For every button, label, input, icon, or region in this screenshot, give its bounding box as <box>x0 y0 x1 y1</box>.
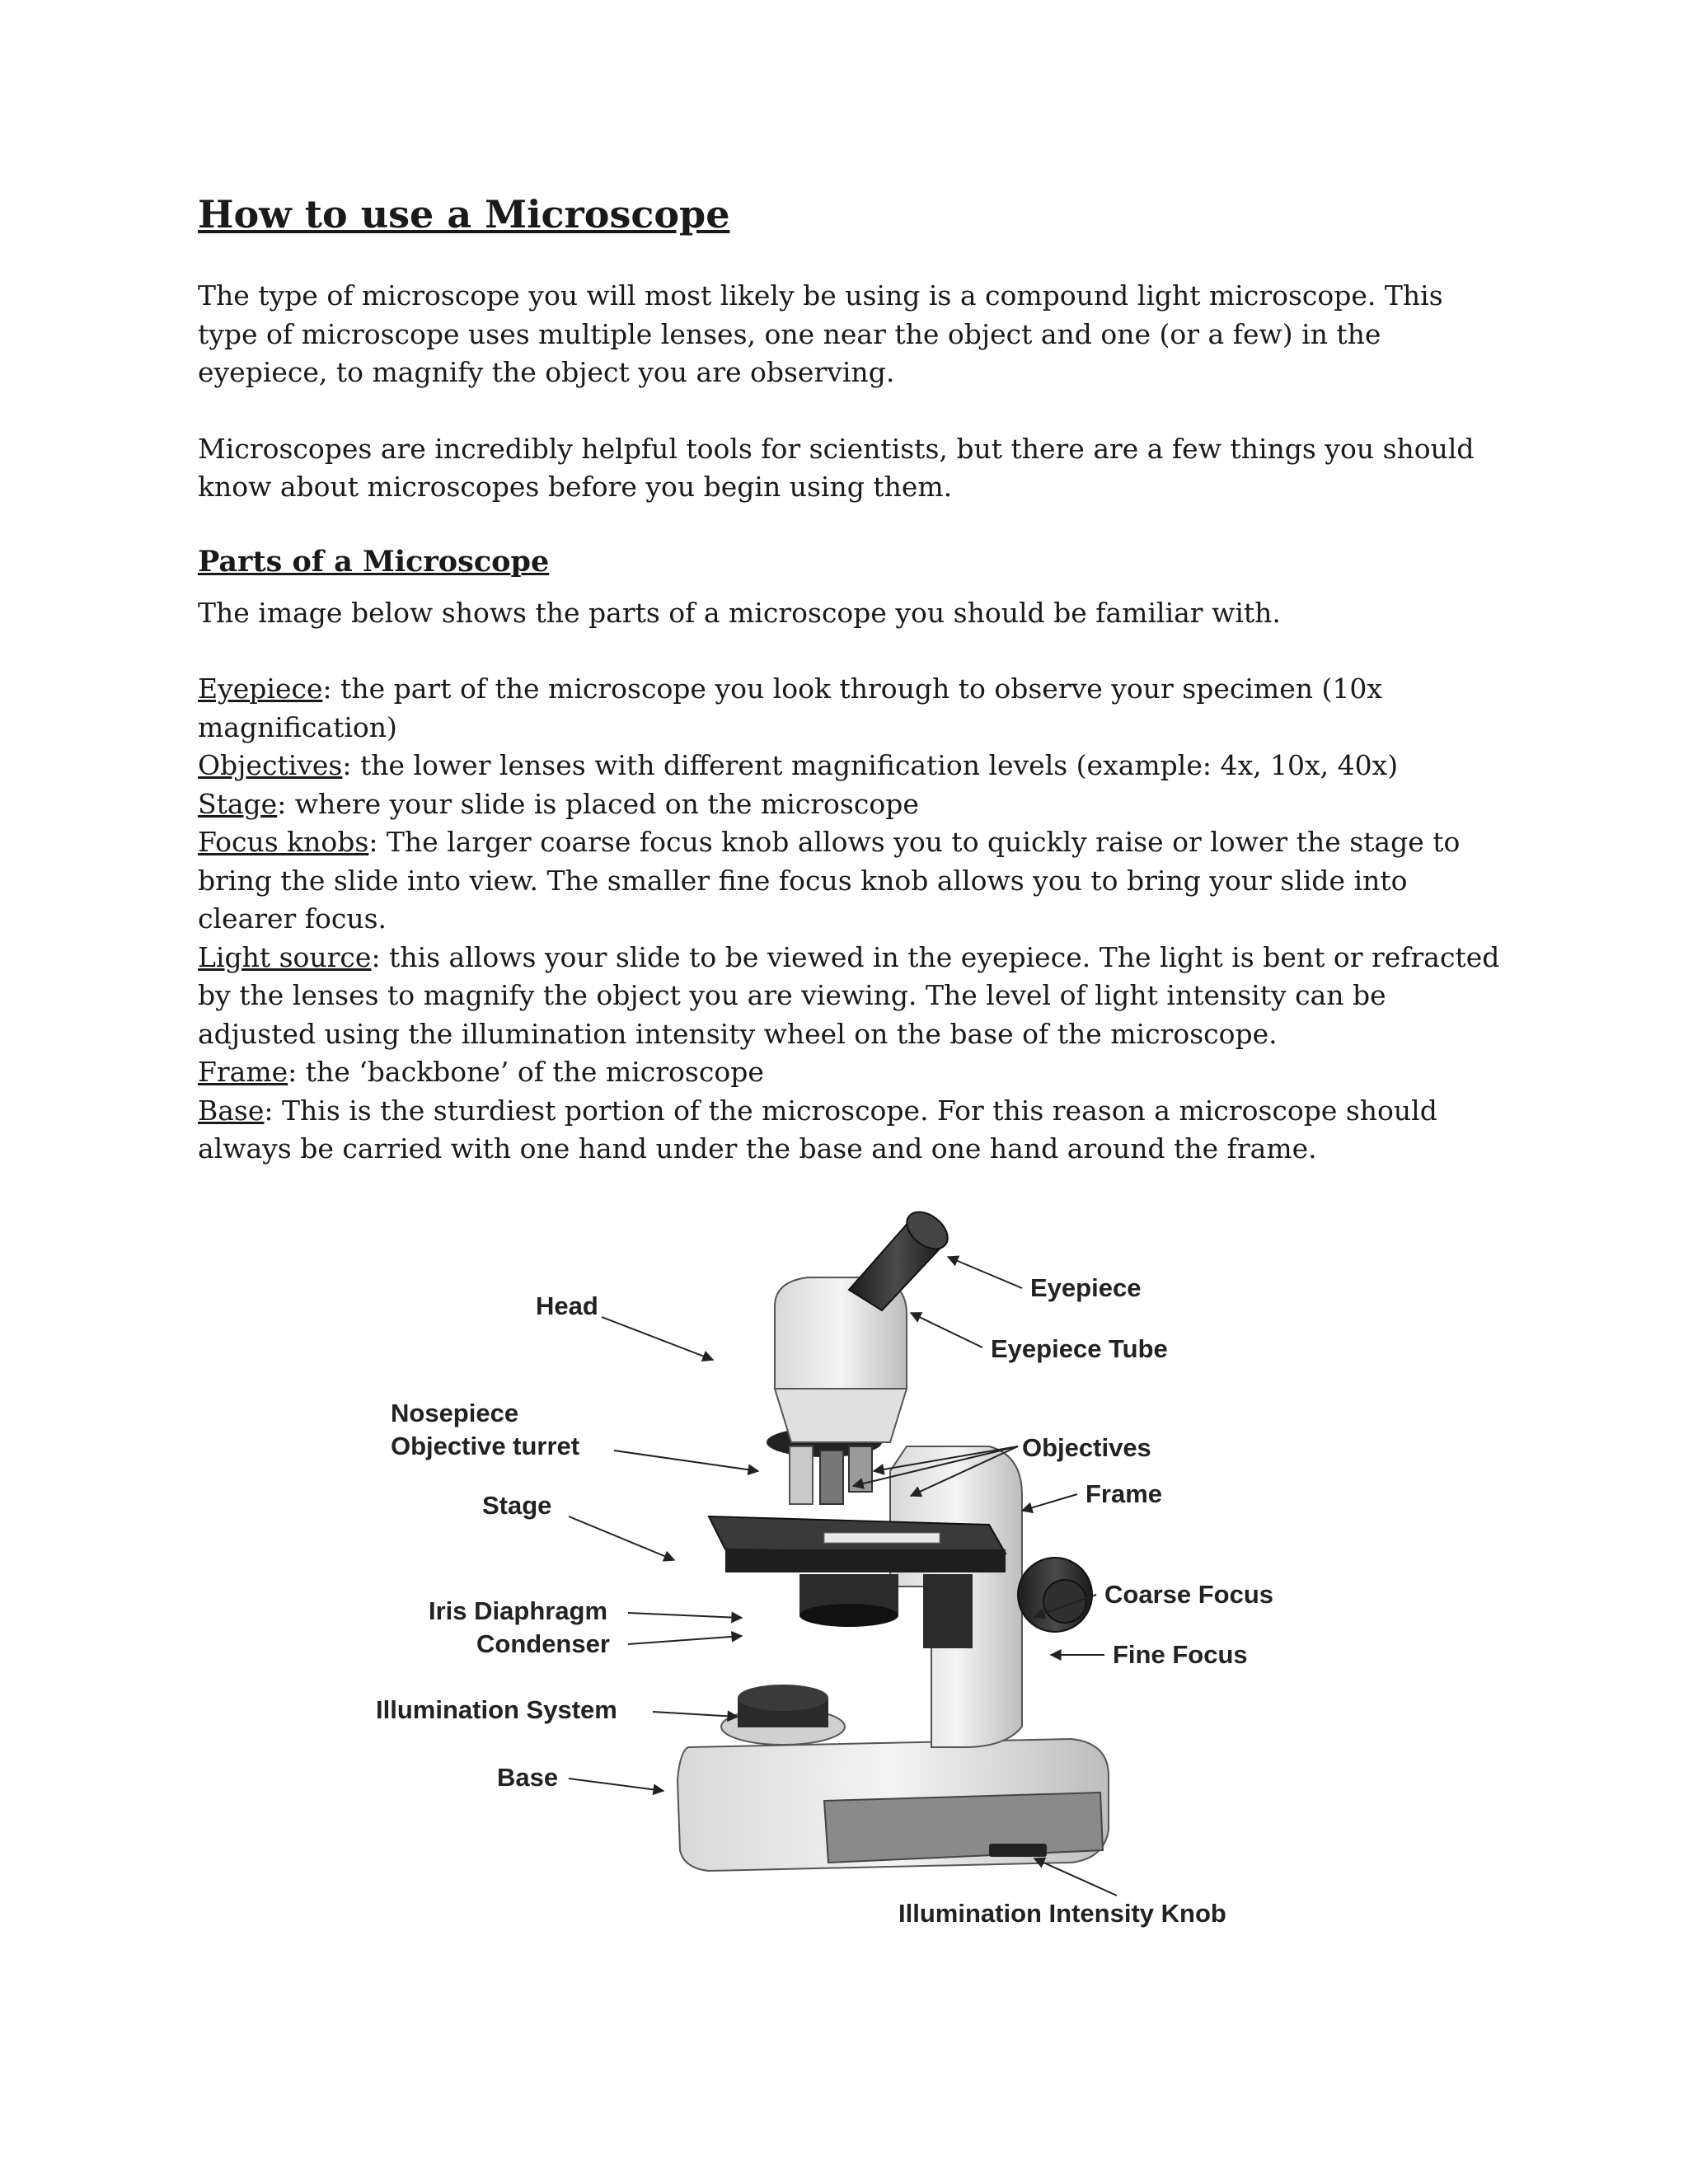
label-condenser: Condenser <box>476 1629 610 1658</box>
definition-text: : the part of the microscope you look through to observe your specimen (10x magnification) <box>198 673 1382 743</box>
label-illumination-intensity-knob: Illumination Intensity Knob <box>898 1899 1226 1928</box>
section-heading: Parts of a Microscope <box>198 544 550 579</box>
paragraph-2: Microscopes are incredibly helpful tools for scientists, but there are a few things you should know about microscopes before you begin using them. <box>198 432 1475 503</box>
definitions-list <box>198 670 1500 1169</box>
label-fine-focus: Fine Focus <box>1113 1640 1248 1669</box>
document-body <box>198 190 1500 1169</box>
definition-frame <box>198 1053 1500 1092</box>
label-coarse-focus: Coarse Focus <box>1104 1580 1274 1609</box>
definition-text: : the lower lenses with different magnification levels (example: 4x, 10x, 40x) <box>342 749 1399 781</box>
term-eyepiece: Eyepiece <box>198 673 323 705</box>
label-objective-turret: Objective turret <box>391 1432 580 1460</box>
section-intro: The image below shows the parts of a microscope you should be familiar with. <box>198 596 1281 629</box>
label-illumination-system: Illumination System <box>376 1695 617 1724</box>
label-eyepiece: Eyepiece <box>1030 1273 1142 1302</box>
label-frame: Frame <box>1085 1479 1163 1508</box>
term-stage: Stage <box>198 787 278 820</box>
definition-eyepiece <box>198 670 1500 747</box>
definition-base <box>198 1092 1500 1169</box>
label-head: Head <box>536 1291 598 1320</box>
term-frame: Frame <box>198 1056 288 1088</box>
definition-text: : where your slide is placed on the microscope <box>277 787 919 820</box>
label-objectives: Objectives <box>1022 1433 1151 1462</box>
term-base: Base <box>198 1094 265 1127</box>
term-light-source: Light source <box>198 940 372 973</box>
microscope-illustration <box>678 1205 1109 1871</box>
definition-text: : The larger coarse focus knob allows you to quickly raise or lower the stage to bring the slide into view. The smaller fine focus knob allows you to bring your slide into clearer focus. <box>198 826 1461 935</box>
term-focus-knobs: Focus knobs <box>198 826 369 858</box>
definition-light-source <box>198 939 1500 1054</box>
definition-text: : This is the sturdiest portion of the microscope. For this reason a microscope should always be carried with one hand under the base and one hand around the frame. <box>198 1094 1437 1165</box>
definition-text: : this allows your slide to be viewed in the eyepiece. The light is bent or refracted by the lenses to magnify the object you are viewing. The level of light intensity can be adjusted using the illumination intensity wheel on the base of the microscope. <box>198 940 1500 1050</box>
label-eyepiece-tube: Eyepiece Tube <box>991 1334 1168 1363</box>
definition-objectives <box>198 747 1500 785</box>
page-title: How to use a Microscope <box>198 192 730 237</box>
label-nosepiece: Nosepiece <box>391 1399 519 1427</box>
definition-stage <box>198 785 1500 824</box>
label-base: Base <box>497 1763 559 1792</box>
label-iris-diaphragm: Iris Diaphragm <box>429 1596 608 1625</box>
paragraph-1: The type of microscope you will most likely be using is a compound light microscope. This type of microscope uses multiple lenses, one near the object and one (or a few) in the eyepiece, to magnify the object you are observing. <box>198 279 1443 388</box>
label-stage: Stage <box>482 1491 552 1520</box>
definition-text: : the ‘backbone’ of the microscope <box>288 1056 764 1088</box>
definition-focus-knobs <box>198 823 1500 939</box>
microscope-diagram <box>363 1199 1335 1941</box>
term-objectives: Objectives <box>198 749 343 781</box>
